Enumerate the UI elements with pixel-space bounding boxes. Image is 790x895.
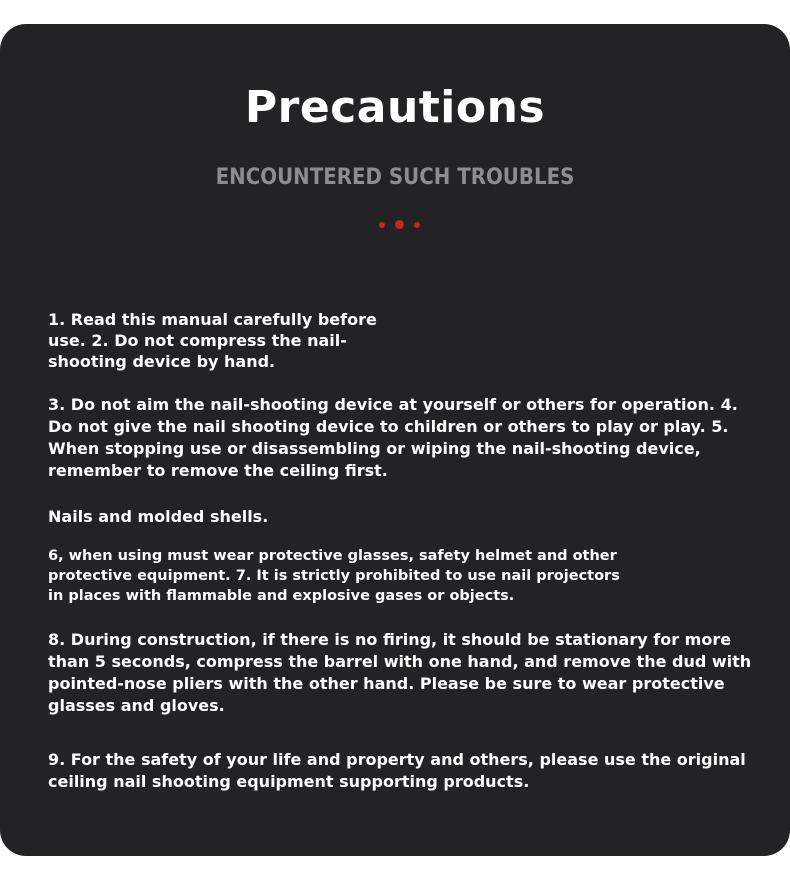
precaution-paragraph-1: 1. Read this manual carefully before use. 2. Do not compress the nail- shooting device by hand. [48, 310, 377, 371]
precaution-paragraph-2: 3. Do not aim the nail-shooting device at yourself or others for operation. 4. Do not give the nail shooting device to children or others to play or play. 5. When stopping use or disassembling or wiping the nail-shooting device, remember to remove the ceiling first. [48, 395, 738, 480]
dot-icon [379, 222, 385, 228]
precaution-paragraph-6: 9. For the safety of your life and property and others, please use the original ceiling nail shooting equipment supporting products. [48, 750, 746, 791]
dot-icon [414, 222, 420, 228]
dot-icon [395, 220, 404, 229]
decorative-dots-icon [379, 220, 421, 230]
page-title: Precautions [244, 82, 546, 133]
page-subtitle: ENCOUNTERED SUCH TROUBLES [215, 165, 575, 190]
precaution-paragraph-4: 6, when using must wear protective glasses, safety helmet and other protective equipment. 7. It is strictly prohibited to use nail projectors in places with flammable and explosive gases or objects. [48, 548, 620, 604]
precautions-card [0, 24, 790, 856]
precaution-paragraph-5: 8. During construction, if there is no firing, it should be stationary for more than 5 seconds, compress the barrel with one hand, and remove the dud with pointed-nose pliers with the other hand. Please be sure to wear protective glasses and gloves. [48, 630, 752, 715]
precaution-paragraph-3: Nails and molded shells. [48, 507, 269, 526]
